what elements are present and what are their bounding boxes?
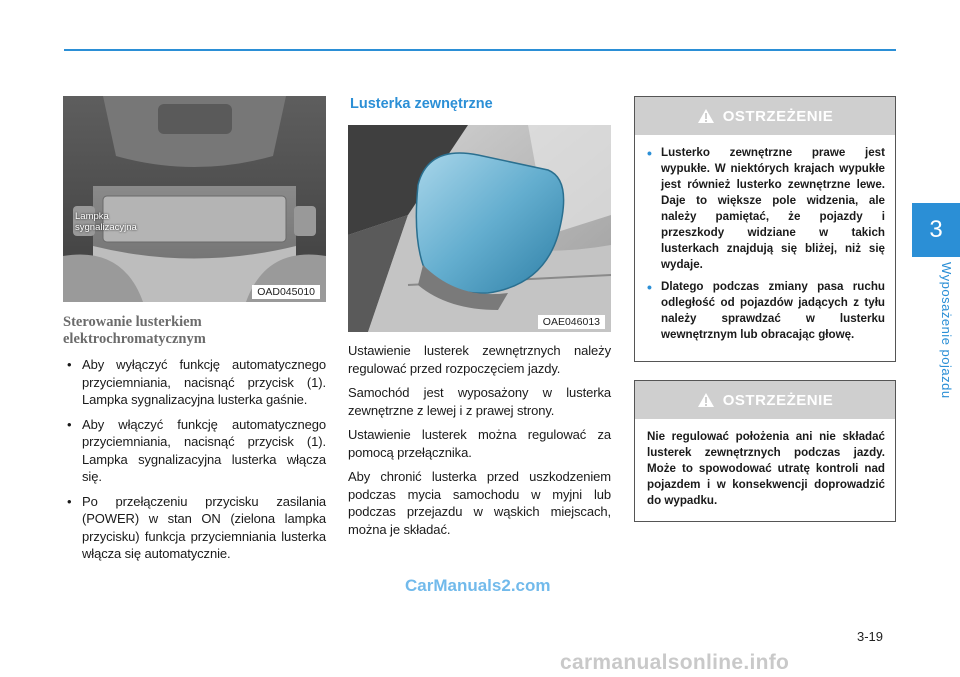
outside-mirror-photo: [348, 125, 611, 332]
warning-header: [635, 97, 895, 135]
section-heading: Lusterka zewnętrzne: [350, 96, 493, 112]
list-item: • Po przełączeniu przycisku zasilania (POWER) w stan ON (zielona lampka przycisku) funkcja przyciemniania lusterka włącza się automatycznie.: [63, 493, 326, 563]
warning-title: OSTRZEŻENIE: [722, 107, 834, 125]
list-item: • Dlatego podczas zmiany pasa ruchu odległość od pojazdów jadących z tyłu należy sprawdzać w lusterku wewnętrznym lub obracając głowę.: [647, 279, 885, 343]
warning-header: [635, 381, 895, 419]
indicator-callout: Lampka sygnalizacyjna: [75, 211, 137, 233]
top-rule: [64, 49, 896, 51]
paragraph: Ustawienie lusterek zewnętrznych należy regulować przed rozpoczęciem jazdy.: [348, 343, 611, 376]
paragraph: Ustawienie lusterek można regulować za pomocą przełącznika.: [348, 427, 611, 460]
warning-text: Nie regulować położenia ani nie składać lusterek zewnętrznych podczas jazdy. Może to spowodować utratę kontroli nad pojazdem i w konsekwencji doprowadzić do wypadku.: [647, 430, 885, 507]
chapter-title: Wyposażenie pojazdu: [939, 262, 954, 399]
watermark-link[interactable]: CarManuals2.com: [405, 576, 551, 595]
list-item: • Aby wyłączyć funkcję automatycznego przyciemniania, nacisnąć przycisk (1). Lampka sygnalizacyjna lusterka gaśnie.: [63, 356, 326, 409]
chapter-number: 3: [929, 216, 943, 243]
list-item: • Aby włączyć funkcję automatycznego przyciemniania, nacisnąć przycisk (1). Lampka sygnalizacyjna lusterka włącza się.: [63, 416, 326, 486]
warning-title: OSTRZEŻENIE: [722, 391, 834, 409]
page-number: 3-19: [857, 629, 884, 644]
warning-box-adjust: [634, 380, 896, 522]
chapter-tab[interactable]: [912, 203, 960, 257]
column-middle: [348, 96, 611, 545]
warning-body: [635, 135, 895, 361]
footer-watermark: carmanualsonline.info: [560, 651, 790, 674]
overhead-console-photo: [63, 96, 326, 302]
subheading-ecm: Sterowanie lusterkiem elektrochromatycznym: [63, 314, 206, 347]
warning-triangle-icon: [697, 108, 715, 124]
figure-code: OAD045010: [252, 285, 320, 299]
column-left: [63, 96, 326, 570]
ecm-bullet-list: [63, 356, 326, 563]
figure-outside-mirror: [348, 125, 611, 332]
column-right: [634, 96, 896, 540]
paragraph: Aby chronić lusterka przed uszkodzeniem podczas mycia samochodu w myjni lub podczas przejazdu w wąskich miejscach, można je składać.: [348, 469, 611, 537]
warning-triangle-icon: [697, 392, 715, 408]
warning-box-convex: [634, 96, 896, 362]
warning-body: [635, 419, 895, 521]
list-item: • Lusterko zewnętrzne prawe jest wypukłe. W niektórych krajach wypukłe jest również lusterko zewnętrzne lewe. Daje to większe pole widzenia, ale należy pamiętać, że pojazdy i przeszkody widziane w takich lusterkach znajdują się bliżej, niż się wydaje.: [647, 145, 885, 273]
figure-code: OAE046013: [538, 315, 605, 329]
figure-mirror-indicator: [63, 96, 326, 302]
paragraph: Samochód jest wyposażony w lusterka zewnętrzne z lewej i z prawej strony.: [348, 385, 611, 418]
